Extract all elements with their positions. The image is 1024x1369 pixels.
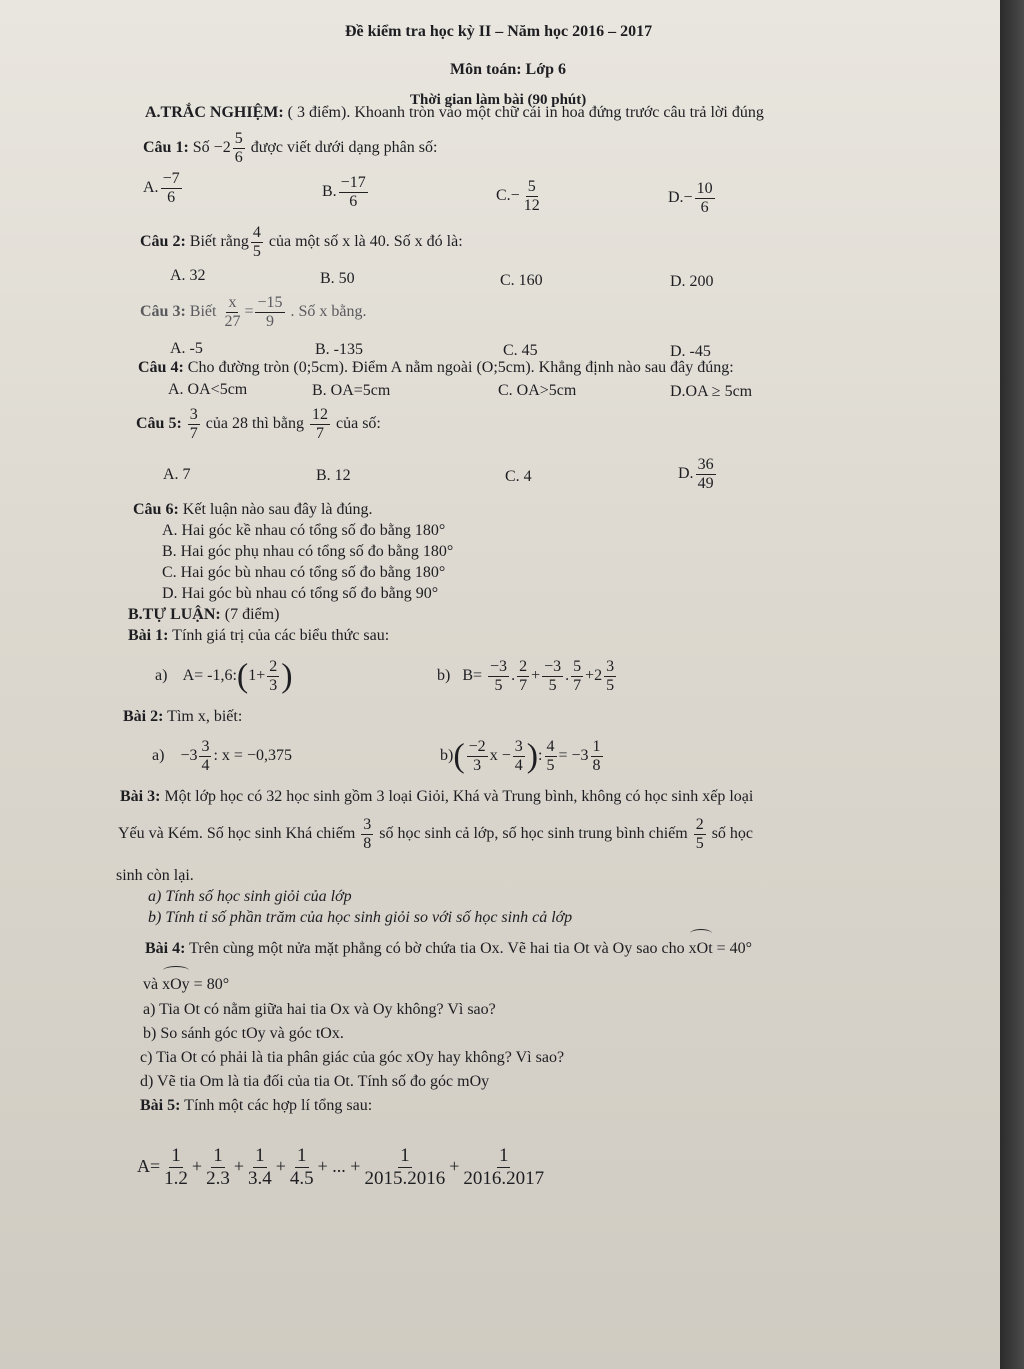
time-line: Thời gian làm bài (90 phút): [410, 92, 587, 108]
exercise-5: Bài 5: Tính một các hợp lí tổng sau:: [140, 1097, 373, 1114]
q4-option-d[interactable]: D.OA ≥ 5cm: [670, 383, 753, 400]
exercise-4c: c) Tia Ot có phải là tia phân giác của góc xOy hay không? Vì sao?: [140, 1049, 565, 1066]
question-2: Câu 2: Biết rằng $\frac{4}{5}$ của một số x là 40. Số x đó là:: [140, 223, 463, 260]
part-b-heading: B.TỰ LUẬN: (7 điểm): [128, 606, 280, 623]
q6-option-a[interactable]: A. Hai góc kề nhau có tổng số đo bằng 180°: [162, 522, 446, 539]
exercise-3b: b) Tính tỉ số phần trăm của học sinh giỏi so với số học sinh cả lớp: [148, 909, 573, 926]
exercise-3-line2: Yếu và Kém. Số học sinh Khá chiếm $\frac{3}{8}$ số học sinh cả lớp, số học sinh trung bình chiếm $\frac{2}{5}$ số học: [118, 815, 754, 852]
q1-option-d[interactable]: D.− $\frac{10}{6}$: [668, 179, 713, 216]
q2-option-a[interactable]: A. 32: [170, 267, 206, 284]
exercise-3-line3: sinh còn lại.: [116, 867, 194, 884]
exercise-2: Bài 2: Tìm x, biết:: [123, 708, 243, 725]
exercise-4-angle: và xOy = 80°: [143, 972, 229, 998]
q6-option-c[interactable]: C. Hai góc bù nhau có tổng số đo bằng 180°: [162, 564, 446, 581]
q6-option-d[interactable]: D. Hai góc bù nhau có tổng số đo bằng 90°: [162, 585, 439, 602]
q3-option-c[interactable]: C. 45: [503, 342, 538, 359]
angle-xot: xOt: [689, 935, 713, 963]
q3-option-a[interactable]: A. -5: [170, 340, 203, 357]
q3-option-b[interactable]: B. -135: [315, 341, 363, 358]
q5-option-a[interactable]: A. 7: [163, 466, 191, 483]
exercise-2b: b)( $\frac{-2}{3}$ x − $\frac{3}{4}$ ): $\frac{4}{5}$ = −3 $\frac{1}{8}$: [440, 737, 601, 775]
q6-option-b[interactable]: B. Hai góc phụ nhau có tổng số đo bằng 180°: [162, 543, 454, 560]
q4-option-c[interactable]: C. OA>5cm: [498, 382, 577, 399]
q2-option-c[interactable]: C. 160: [500, 272, 543, 289]
q2-option-d[interactable]: D. 200: [670, 273, 714, 290]
exercise-3: Bài 3: Một lớp học có 32 học sinh gồm 3 loại Giỏi, Khá và Trung bình, không có học sinh xếp loại: [120, 788, 754, 805]
q1-option-a[interactable]: A. $\frac{-7}{6}$: [143, 169, 180, 206]
question-5: Câu 5: $\frac{3}{7}$ của 28 thì bằng $\frac{12}{7}$ của số:: [136, 405, 381, 442]
q5-option-d[interactable]: D. $\frac{36}{49}$: [678, 455, 714, 492]
q5-option-c[interactable]: C. 4: [505, 468, 532, 485]
q1-option-b[interactable]: B. $\frac{-17}{6}$: [322, 173, 366, 210]
question-3: Câu 3: Biết $\frac{x}{27}$ = $\frac{-15}{9}$ . Số x bằng.: [140, 293, 367, 330]
q4-option-b[interactable]: B. OA=5cm: [312, 382, 391, 399]
exercise-2a: a) −3 $\frac{3}{4}$ : x = −0,375: [152, 737, 292, 774]
background-edge: [1000, 0, 1024, 1369]
exercise-1b: b) B= $\frac{-3}{5}$ . $\frac{2}{7}$ + $\frac{-3}{5}$ . $\frac{5}{7}$ +2 $\frac{3}{5}$: [437, 657, 615, 694]
subject-line: Môn toán: Lớp 6: [450, 61, 566, 78]
question-6: Câu 6: Kết luận nào sau đây là đúng.: [133, 501, 373, 518]
q3-option-d[interactable]: D. -45: [670, 343, 711, 360]
exercise-1: Bài 1: Tính giá trị của các biểu thức sau:: [128, 627, 390, 644]
exercise-1a: a) A= -1,6:(1+ $\frac{2}{3}$ ): [155, 657, 293, 695]
exercise-3a: a) Tính số học sinh giỏi của lớp: [148, 888, 352, 905]
q5-option-b[interactable]: B. 12: [316, 467, 351, 484]
q1-option-c[interactable]: C.− $\frac{5}{12}$: [496, 177, 540, 214]
exercise-5-sum: A= $\frac{1}{1.2}$ + $\frac{1}{2.3}$ + $\frac{1}{3.4}$ + $\frac{1}{4.5}$ + ... + $\frac{1}{2015.2016}$ + $\frac{1}{2016.2017}$: [137, 1145, 545, 1190]
exercise-4b: b) So sánh góc tOy và góc tOx.: [143, 1025, 344, 1042]
q4-option-a[interactable]: A. OA<5cm: [168, 381, 248, 398]
exam-title: Đề kiểm tra học kỳ II – Năm học 2016 – 2017: [345, 23, 653, 40]
question-4: Câu 4: Cho đường tròn (0;5cm). Điểm A nằm ngoài (O;5cm). Khẳng định nào sau đây đúng:: [138, 359, 734, 376]
exercise-4: Bài 4: Trên cùng một nửa mặt phẳng có bờ chứa tia Ox. Vẽ hai tia Ot và Oy sao cho xOt = 40°: [145, 935, 752, 963]
question-1: Câu 1: Số −2 $\frac{5}{6}$ được viết dưới dạng phân số:: [143, 129, 438, 166]
exercise-4a: a) Tia Ot có nằm giữa hai tia Ox và Oy không? Vì sao?: [143, 1001, 496, 1018]
part-a-heading: A.TRẮC NGHIỆM: ( 3 điểm). Khoanh tròn vào một chữ cái in hoa đứng trước câu trả lời đúng: [145, 104, 764, 121]
exercise-4d: d) Vẽ tia Om là tia đối của tia Ot. Tính số đo góc mOy: [140, 1073, 490, 1090]
q2-option-b[interactable]: B. 50: [320, 270, 355, 287]
fraction: $\frac{5}{6}$: [234, 129, 243, 166]
angle-xoy: xOy: [162, 972, 190, 998]
